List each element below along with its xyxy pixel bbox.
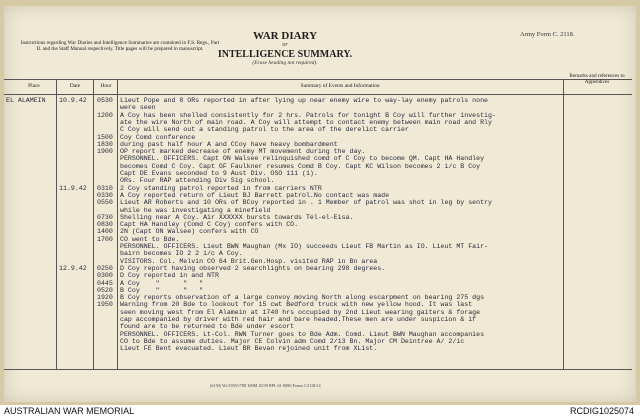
entry-text: CO went to Bde. xyxy=(120,235,180,243)
title-note: (Erase heading not required). xyxy=(252,60,318,66)
entry-text: CO to Bde to assume duties. Major CE Colvin adm Comd 2/13 Bn. Major CM Deintree A/ 2/ic xyxy=(120,337,465,345)
column-divider-summary xyxy=(563,79,564,369)
entry-hour: 0445 xyxy=(97,279,113,287)
entry-hour: 1200 xyxy=(97,111,113,119)
entry-hour: 0330 xyxy=(97,191,113,199)
entry-text: A Coy has been shelled consistently for 2 hrs. Patrols for tonight B Coy will further investig- xyxy=(120,111,496,119)
header-date: Date xyxy=(69,83,81,89)
header-hour: Hour xyxy=(100,83,112,89)
entry-hour: 0730 xyxy=(97,213,113,221)
entry-text: PERSONNEL. OFFICERS. Lt-Col. RWN Turner goes to Bde Adm. Comd. Lieut BWN Maughan accompanies xyxy=(120,330,485,338)
entry-hour: 0520 xyxy=(97,286,113,294)
column-divider-date xyxy=(93,79,94,369)
entry-text: C Coy will send out a standing patrol to the area of the derelict carrier xyxy=(120,126,409,134)
entry-text: Warning from 20 Bde to lookout for 15 cwt Bedford truck with new yellow hood. It was last xyxy=(120,301,473,309)
entry-text: becomes Comd C Coy. Capt GF Faulkner resumes Comd B Coy. Capt KC Wilson becomes 2 i/c B Coy xyxy=(120,162,481,170)
entry-place: EL ALAMEIN xyxy=(6,97,46,104)
entry-text: ORs. Four RAP attending Div Sig school. xyxy=(120,177,275,185)
printer-imprint: (6150) Wt.5595/1788 100M 10/39 BPL 61-9086 Forms C2118/14 xyxy=(210,383,321,388)
entry-text: Lieut FE Bent evacuated. Lieut BR Bevan rejoined unit from XList. xyxy=(120,345,378,353)
entry-text: while he was investigating a minefield xyxy=(120,206,271,214)
entry-hour: 1500 xyxy=(97,133,113,141)
header-top-rule xyxy=(4,79,632,80)
entry-text: seen moving west from El Alamein at 1740 hrs occupied by 2nd Lieut wearing gaiters & forage xyxy=(120,308,481,316)
entry-text: found are to be returned to Bde under escort xyxy=(120,323,295,331)
entry-text: Capt HA Handley (Comd C Coy) confers with CO. xyxy=(120,221,299,229)
entry-text: B Coy " " " xyxy=(120,286,204,294)
entry-hour: 1900 xyxy=(97,148,113,156)
entry-text: Capt DE Evans seconded to 9 Aust Div. OSO 111 (1). xyxy=(120,170,318,177)
entry-hour: 1400 xyxy=(97,228,113,236)
entry-text: D Coy reported in and NTR xyxy=(120,272,219,280)
archive-credit: AUSTRALIAN WAR MEMORIAL xyxy=(4,406,135,416)
entry-hour: 1920 xyxy=(97,294,113,302)
page-title: WAR DIARY xyxy=(252,30,318,42)
page-subtitle: INTELLIGENCE SUMMARY. xyxy=(217,49,353,60)
entry-text: were seen xyxy=(120,104,156,112)
entry-text: PERSONNEL. OFFICERS. Lieut BWN Maughan (Mx IO) succeeds Lieut FB Martin as IO. Lieut MT Fair- xyxy=(120,243,488,250)
entry-text: ate the wire North of main road. A Coy will attempt to contact enemy between main road and Rly xyxy=(120,118,492,126)
entry-date: 10.9.42 xyxy=(59,97,87,104)
archive-reference: RCDIG1025074 xyxy=(569,406,634,416)
column-divider-place xyxy=(56,79,57,369)
entry-text: A Coy reported return of Lieut BJ Barrett patrol.No contact was made xyxy=(120,191,390,199)
entry-text: 2N (Capt ON Walsee) confers with CO xyxy=(120,228,259,236)
instructions-note: Instructions regarding War Diaries and Intelligence Summaries are contained in F.S. Regs., Part II. and the Staff Manual respectively. Title pages will be prepared in manuscript. xyxy=(20,40,220,53)
form-identifier: Army Form C. 2118. xyxy=(520,31,575,38)
entry-text: bairn becomes IO 2 2 i/c A Coy. xyxy=(120,250,243,258)
entry-date: 12.9.42 xyxy=(59,264,87,272)
header-summary: Summary of Events and Information xyxy=(300,83,380,89)
entry-hour: 0300 xyxy=(97,272,113,280)
entry-text: B Coy reports observation of a large convoy moving North along escarpment on bearing 275 dgs xyxy=(120,294,485,302)
entry-hour: 0310 xyxy=(97,184,113,192)
entry-text: Lieut AR Roberts and 10 ORs of BCoy reported in . 1 Member of patrol was shot in leg by sentry xyxy=(120,199,492,207)
footer-rule xyxy=(4,369,632,370)
column-divider-hour xyxy=(117,79,118,369)
header-remarks: Remarks and references to Appendices xyxy=(569,73,625,85)
entry-hour: 1950 xyxy=(97,301,113,309)
entry-hour: 0830 xyxy=(97,221,113,229)
header-bottom-rule xyxy=(4,94,632,95)
entry-text: Coy Comd conference xyxy=(120,133,196,141)
entry-text: PERSONNEL. OFFICERS. Capt ON Walsee relinquished comd of C Coy to become QM. Capt HA Handley xyxy=(120,155,485,163)
entry-text: 2 Coy standing patrol reported in from carriers NTR xyxy=(120,184,322,192)
entry-text: VISITORS. Col. Melvin CO 64 Brit.Gen.Hosp. visited RAP in Bn area xyxy=(120,257,378,265)
entry-text: A Coy " " " xyxy=(120,279,204,287)
entry-text: cap accompanied by driver with red hair and bare headed.These men are under suspicion & if xyxy=(120,316,477,323)
entry-text: D Coy report having observed 2 searchlights on bearing 298 degrees. xyxy=(120,264,386,272)
title-or: or xyxy=(282,42,288,48)
entry-text: during past half hour A and CCoy have heavy bombardment xyxy=(120,140,338,148)
entry-hour: 1700 xyxy=(97,235,113,243)
entry-text: Shelling near A Coy. Air XXXXXX bursts towards Tel-el-Eisa. xyxy=(120,213,354,221)
entry-text: OP report marked decrease of enemy MT movement during the day. xyxy=(120,148,366,156)
entry-hour: 0550 xyxy=(97,199,113,207)
header-place: Place xyxy=(28,83,40,89)
entry-hour: 1830 xyxy=(97,140,113,148)
title-block xyxy=(210,30,360,66)
entry-hour: 0530 xyxy=(97,97,113,104)
entry-text: Lieut Pope and 8 ORs reported in after lying up near enemy wire to way-lay enemy patrols none xyxy=(120,97,488,104)
entry-hour: 0250 xyxy=(97,264,113,272)
entry-date: 11.9.42 xyxy=(59,184,87,192)
